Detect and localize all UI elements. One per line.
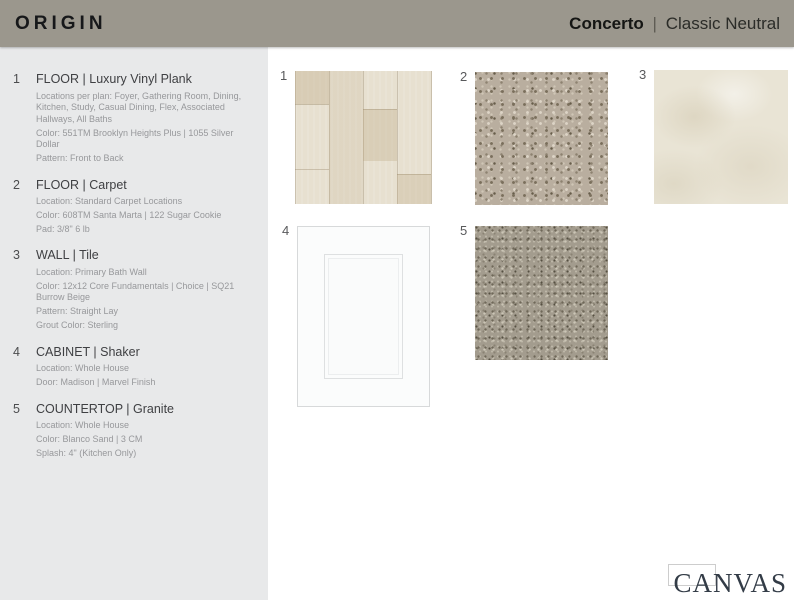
swatch-number: 5 — [460, 223, 468, 238]
swatch-board — [268, 47, 794, 600]
collection-title — [569, 14, 780, 34]
spec-detail: Color: Blanco Sand | 3 CM — [36, 433, 143, 444]
spec-title: CABINET | Shaker — [36, 344, 140, 359]
spec-number: 1 — [13, 72, 20, 86]
palette-name: Classic Neutral — [665, 13, 780, 33]
spec-detail: Locations per plan: Foyer, Gathering Room, Dining, Kitchen, Study, Casual Dining, Flex, Associated Hallways, All Baths — [36, 90, 242, 124]
spec-detail: Color: 608TM Santa Marta | 122 Sugar Cookie — [36, 210, 222, 221]
spec-detail: Pattern: Straight Lay — [36, 306, 119, 317]
vinyl-plank-texture-image — [295, 71, 432, 204]
logo-text: CANVAS — [673, 568, 787, 598]
carpet-texture-image — [475, 72, 608, 205]
spec-title: FLOOR | Luxury Vinyl Plank — [36, 72, 192, 86]
swatch-number: 3 — [639, 67, 647, 82]
spec-detail: Pattern: Front to Back — [36, 153, 124, 164]
spec-title: WALL | Tile — [36, 248, 99, 263]
swatch-number: 2 — [460, 69, 468, 84]
spec-title: COUNTERTOP | Granite — [36, 401, 175, 416]
spec-title: FLOOR | Carpet — [36, 177, 127, 192]
swatch-granite — [460, 223, 608, 360]
title-divider: | — [652, 13, 657, 33]
spec-number: 5 — [13, 401, 20, 416]
spec-detail: Door: Madison | Marvel Finish — [36, 376, 156, 387]
spec-item-floor-lvp — [13, 72, 258, 167]
shaker-panel — [324, 254, 403, 379]
spec-number: 3 — [13, 248, 20, 263]
spec-sidebar — [0, 47, 268, 600]
cabinet-door-image — [297, 226, 430, 407]
swatch-wall-tile — [639, 67, 788, 204]
spec-detail: Pad: 3/8" 6 lb — [36, 223, 90, 234]
spec-number: 2 — [13, 177, 20, 192]
swatch-luxury-vinyl-plank — [280, 68, 432, 204]
spec-item-wall-tile — [13, 248, 258, 333]
swatch-cabinet-door — [282, 223, 430, 407]
spec-item-countertop — [13, 402, 258, 462]
spec-detail: Location: Standard Carpet Locations — [36, 196, 183, 207]
canvas-logo — [665, 564, 789, 599]
swatch-number: 4 — [282, 223, 290, 238]
header — [0, 0, 794, 47]
granite-texture-image — [475, 226, 608, 360]
brand-logo: ORIGIN — [15, 12, 107, 34]
content-area — [0, 47, 794, 600]
swatch-carpet — [460, 69, 608, 205]
collection-name: Concerto — [569, 13, 644, 33]
spec-item-floor-carpet — [13, 178, 258, 238]
spec-number: 4 — [13, 344, 20, 359]
spec-detail: Grout Color: Sterling — [36, 319, 119, 330]
spec-detail: Location: Whole House — [36, 420, 130, 431]
spec-detail: Splash: 4" (Kitchen Only) — [36, 447, 137, 458]
spec-detail: Color: 551TM Brooklyn Heights Plus | 1055 Silver Dollar — [36, 127, 234, 150]
spec-item-cabinet — [13, 345, 258, 391]
swatch-number: 1 — [280, 68, 288, 83]
spec-detail: Location: Whole House — [36, 363, 130, 374]
tile-texture-image — [654, 70, 788, 204]
spec-detail: Color: 12x12 Core Fundamentals | Choice | SQ21 Burrow Beige — [36, 280, 235, 303]
spec-detail: Location: Primary Bath Wall — [36, 267, 147, 278]
